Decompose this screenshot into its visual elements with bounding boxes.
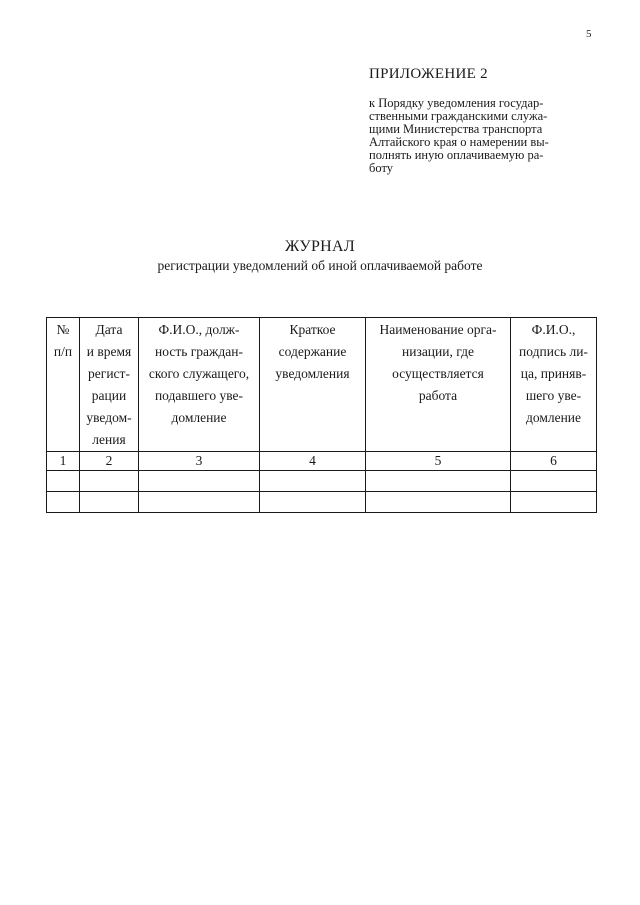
column-number: 4	[260, 452, 366, 471]
appendix-text-line: ственными гражданскими служа-	[369, 109, 548, 123]
header-organization: Наименование орга- низации, где осуществляется работа	[366, 318, 511, 452]
appendix-text-line: Алтайского края о намерении вы-	[369, 135, 549, 149]
appendix-text	[369, 97, 593, 175]
column-number: 3	[139, 452, 260, 471]
table-cell	[139, 492, 260, 513]
table-row	[47, 492, 597, 513]
appendix-text-line: щими Министерства транспорта	[369, 122, 543, 136]
column-number: 2	[80, 452, 139, 471]
table-cell	[47, 492, 80, 513]
header-date: Дата и время регист- рации уведом- ления	[80, 318, 139, 452]
appendix-text-line: к Порядку уведомления государ-	[369, 96, 544, 110]
header-receiver: Ф.И.О., подпись ли- ца, приняв- шего уве- домление	[511, 318, 597, 452]
table-row	[47, 471, 597, 492]
column-number: 5	[366, 452, 511, 471]
appendix-title: ПРИЛОЖЕНИЕ 2	[369, 66, 488, 82]
header-summary: Краткое содержание уведомления	[260, 318, 366, 452]
appendix-text-line: боту	[369, 161, 393, 175]
journal-table	[46, 317, 597, 513]
appendix-text-line: полнять иную оплачиваемую ра-	[369, 148, 544, 162]
column-number: 1	[47, 452, 80, 471]
journal-title: ЖУРНАЛ	[284, 238, 356, 255]
table-cell	[511, 471, 597, 492]
table-cell	[366, 471, 511, 492]
table-cell	[47, 471, 80, 492]
table-cell	[366, 492, 511, 513]
table-cell	[80, 492, 139, 513]
header-employee: Ф.И.О., долж- ность граждан- ского служащего, подавшего уве- домление	[139, 318, 260, 452]
table-cell	[511, 492, 597, 513]
page-number: 5	[586, 28, 592, 40]
header-number: № п/п	[47, 318, 80, 452]
journal-subtitle: регистрации уведомлений об иной оплачиваемой работе	[157, 258, 483, 273]
table-cell	[260, 471, 366, 492]
column-number: 6	[511, 452, 597, 471]
table-header-row	[47, 318, 597, 452]
table-cell	[139, 471, 260, 492]
table-number-row	[47, 452, 597, 471]
table-cell	[260, 492, 366, 513]
table-cell	[80, 471, 139, 492]
